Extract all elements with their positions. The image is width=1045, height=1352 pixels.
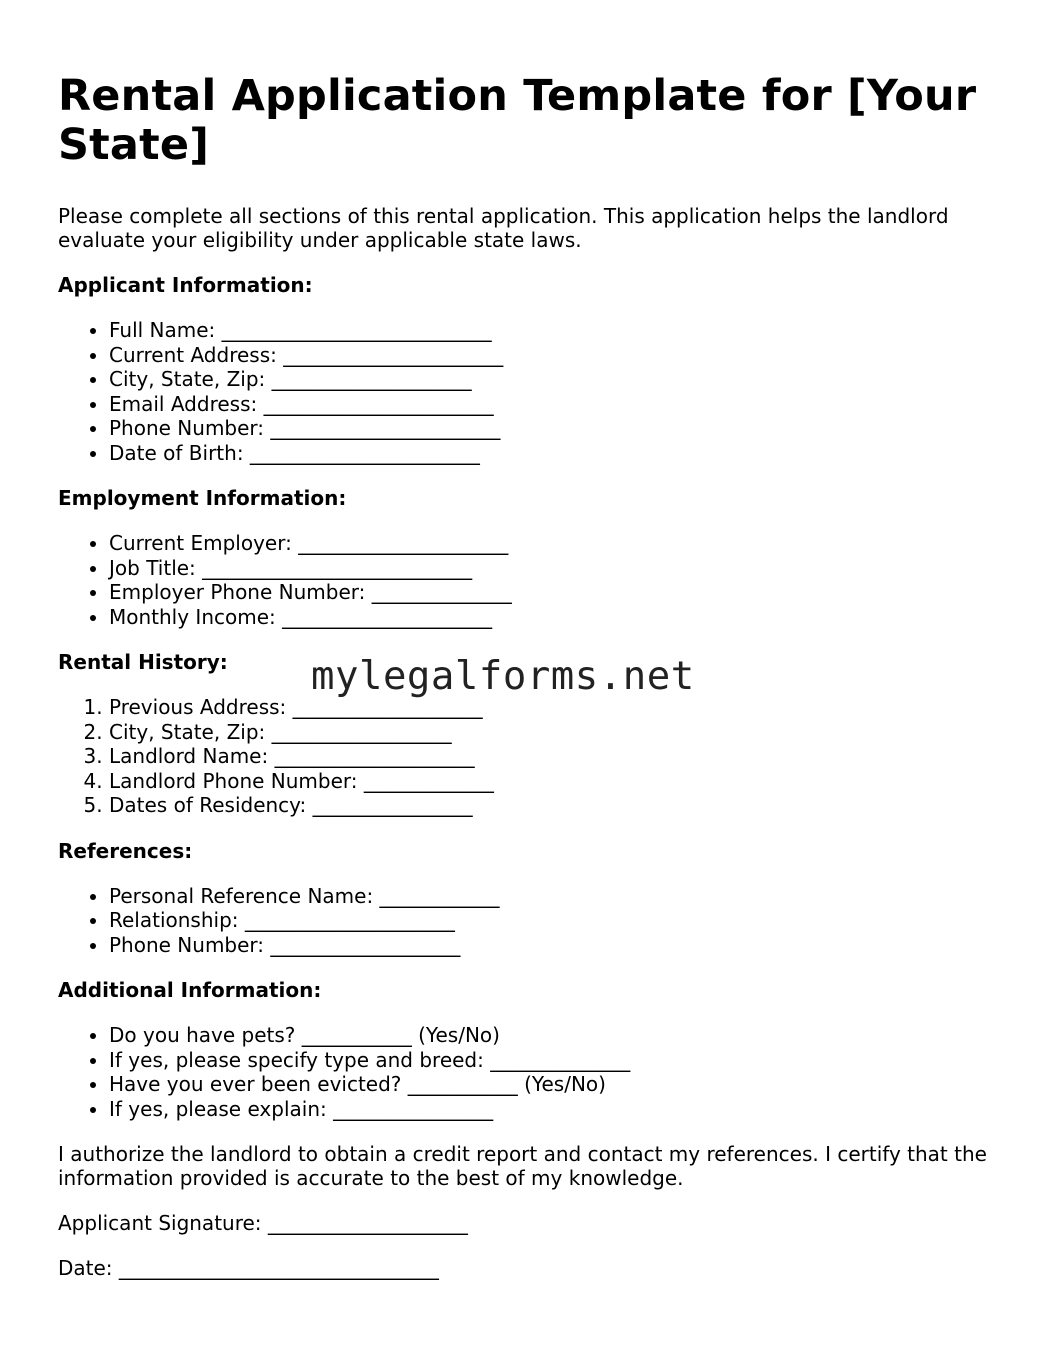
- additional-list: [58, 1023, 988, 1121]
- list-item: 1. Previous Address: ___________________: [109, 695, 988, 720]
- document-title: Rental Application Template for [Your State]: [58, 71, 977, 170]
- rental-history-heading: Rental History:: [58, 650, 228, 674]
- references-heading: References:: [58, 838, 193, 863]
- employment-list: [58, 531, 988, 629]
- list-item: • Employer Phone Number: ______________: [109, 580, 988, 605]
- authorization-paragraph: I authorize the landlord to obtain a credit report and contact my references. I certify that the information provided is accurate to the best of my knowledge.: [58, 1142, 987, 1190]
- list-item: • Do you have pets? ___________ (Yes/No): [109, 1023, 988, 1048]
- list-item: • Email Address: _______________________: [109, 392, 988, 417]
- list-item: • Relationship: _____________________: [109, 908, 988, 933]
- list-item: • Current Employer: _____________________: [109, 531, 988, 556]
- date-line: Date: ________________________________: [58, 1256, 439, 1280]
- applicant-heading: Applicant Information:: [58, 273, 313, 297]
- list-item: • Date of Birth: _______________________: [109, 441, 988, 466]
- list-item: 3. Landlord Name: ____________________: [109, 744, 988, 769]
- watermark-text: mylegalforms.net: [311, 654, 695, 699]
- rental-history-list: [58, 695, 988, 818]
- applicant-signature-line: Applicant Signature: ____________________: [58, 1211, 468, 1235]
- list-item: • Personal Reference Name: ____________: [109, 884, 988, 909]
- list-item: 4. Landlord Phone Number: _____________: [109, 769, 988, 794]
- list-item: • Have you ever been evicted? ___________ (Yes/No): [109, 1072, 988, 1097]
- list-item: 5. Dates of Residency: ________________: [109, 793, 988, 818]
- employment-heading: Employment Information:: [58, 486, 347, 510]
- references-list: [58, 884, 988, 958]
- list-item: • Current Address: ______________________: [109, 343, 988, 368]
- intro-paragraph: Please complete all sections of this rental application. This application helps the landlord evaluate your eligibility under applicable state laws.: [58, 204, 949, 252]
- list-item: • Full Name: ___________________________: [109, 318, 988, 343]
- list-item: • Phone Number: _______________________: [109, 416, 988, 441]
- list-item: • City, State, Zip: ____________________: [109, 367, 988, 392]
- list-item: • If yes, please explain: ________________: [109, 1097, 988, 1122]
- list-item: • Job Title: ___________________________: [109, 556, 988, 581]
- additional-heading: Additional Information:: [58, 978, 322, 1002]
- applicant-list: [58, 318, 988, 465]
- list-item: • Monthly Income: _____________________: [109, 605, 988, 630]
- list-item: • Phone Number: ___________________: [109, 933, 988, 958]
- list-item: • If yes, please specify type and breed: ______________: [109, 1048, 988, 1073]
- list-item: 2. City, State, Zip: __________________: [109, 720, 988, 745]
